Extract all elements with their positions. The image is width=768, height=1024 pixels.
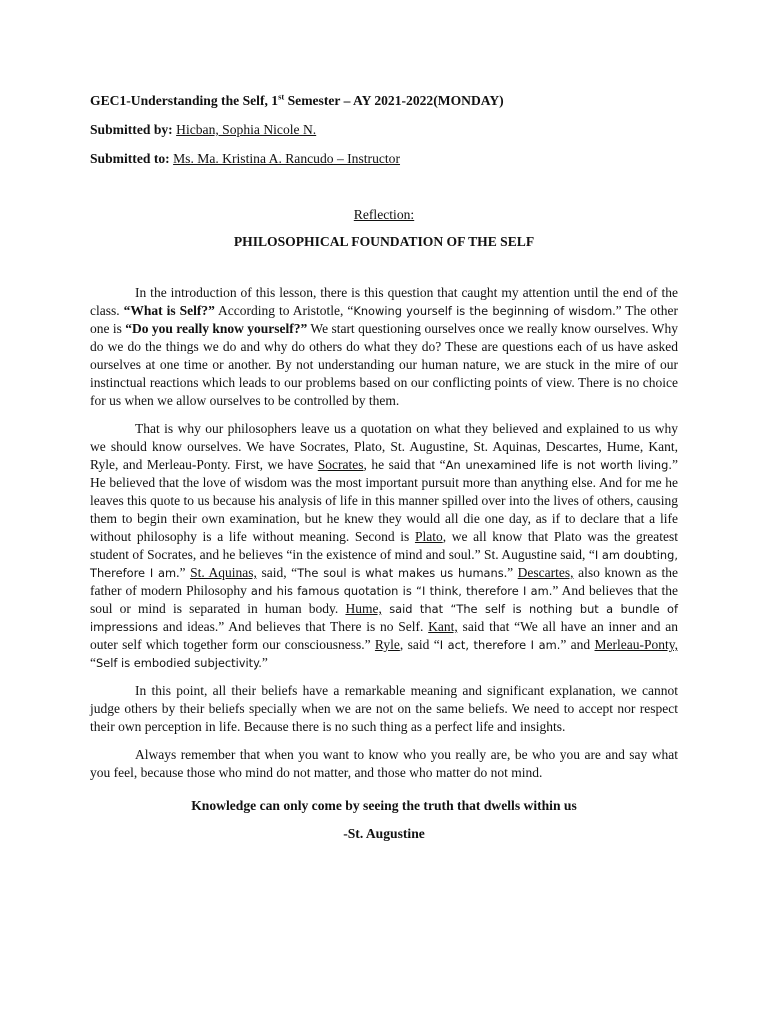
philosopher-descartes: Descartes, [517,565,574,580]
p2-text: “ [90,655,96,670]
question-know-yourself: “Do you really know yourself?” [125,321,308,336]
reflection-body [90,284,678,792]
reflection-label-text: Reflection: [353,207,415,222]
descartes-quote: and his famous quotation is “I think, therefore I am. [250,584,553,598]
p1-text: .” The other one is [90,303,678,336]
submitted-by-line [90,121,690,139]
philosopher-kant: Kant, [428,619,458,634]
philosopher-socrates: Socrates [317,457,364,472]
philosopher-aquinas: St. Aquinas, [190,565,257,580]
p2-text: ” [261,655,268,670]
paragraph-3: In this point, all their beliefs have a remarkable meaning and significant explanation, we cannot judge others by their beliefs specially when we are not on the same beliefs. We need to accept nor respect their own perception in life. Because there is no such thing as a perfect life and insights. [90,683,678,734]
philosopher-hume: Hume, [345,601,382,616]
course-semester: Semester – AY 2021-2022(MONDAY) [284,93,504,108]
p1-text: We start questioning ourselves once we really know ourselves. Why do we do the things we do and why do others do what they do? These are questions each of us have asked ourselves at one time or another. By not understanding our human nature, we are stuck in the mire of our instinctual reactions which leads to our problems based on our conflicting points of view. There is no choice for us when we allow ourselves to be controlled by them. [90,321,679,408]
p2-text: ” And believes that the soul or mind is separated in human body. [90,583,679,616]
reflection-label [90,206,678,224]
course-line [90,92,690,110]
paragraph-4: Always remember that when you want to know who you really are, be who you are and say what you feel, because those who mind do not matter, and those who matter do not mind. [90,747,678,780]
course-title: GEC1-Understanding the Self, 1 [90,93,279,108]
p2-text: .” [176,565,191,580]
p2-text: .” [503,565,518,580]
submitted-to-label: Submitted to: [90,151,170,166]
p2-text: ” He believed that the love of wisdom was the most important pursuit more than anything else. And for me he leaves this quote to us because his analysis of life in this manner spilled over into the lives of others, causing them to begin their own examination, but he knew they would all die one day, as if to declare that a life without philosophy is a life without meaning. Second is [90,457,678,544]
submitted-to-line [90,150,690,168]
augustine-quote: I am doubting, Therefore I am [90,548,678,580]
ryle-quote: I act, therefore I am. [439,638,561,652]
paragraph-2 [90,420,678,672]
p2-text: also known as the father of modern Philosophy [90,565,679,598]
p2-text: , said “ [399,637,440,652]
merleau-ponty-quote: Self is embodied subjectivity. [96,656,262,670]
submitted-by-label: Submitted by: [90,122,173,137]
kant-quote: said that “We all have an inner and an outer self which together form our consciousness.” [90,619,678,652]
p1-text: According to Aristotle, “ [214,303,354,318]
p2-text: , he said that “ [363,457,446,472]
hume-quote: said that “The self is nothing but a bundle of impressions [90,602,679,634]
p2-text: said, “ [256,565,298,580]
submitted-by-value: Hicban, Sophia Nicole N. [176,122,317,137]
paragraph-1 [90,284,678,410]
p2-text: , we all know that Plato was the greatest student of Socrates, and he believes “in the existence of mind and soul.” St. Augustine said, “ [90,529,678,562]
philosopher-plato: Plato [414,529,443,544]
document-title: PHILOSOPHICAL FOUNDATION OF THE SELF [233,234,535,249]
course-ordinal-suffix: st [278,91,285,102]
closing-quote: Knowledge can only come by seeing the truth that dwells within us [191,798,577,813]
p2-text: That is why our philosophers leave us a quotation on what they believed and explained to us why we should know ourselves. We have Socrates, Plato, St. Augustine, St. Aquinas, Descartes, Hume, Kant, Ryle, and Merleau-Ponty. First, we have [90,421,678,472]
philosopher-ryle: Ryle [374,637,400,652]
p2-text: and ideas.” And believes that There is no Self. [158,619,429,634]
closing-author: -St. Augustine [343,826,425,841]
p1-text: In the introduction of this lesson, there is this question that caught my attention until the end of the class. [90,285,678,318]
aristotle-quote: Knowing yourself is the beginning of wisdom [353,304,613,318]
socrates-quote: An unexamined life is not worth living. [445,458,672,472]
philosopher-merleau-ponty: Merleau-Ponty, [594,637,678,652]
p2-text: ” and [560,637,595,652]
submitted-to-value: Ms. Ma. Kristina A. Rancudo – Instructor [173,151,401,166]
aquinas-quote: The soul is what makes us humans [297,566,504,580]
question-what-is-self: “What is Self?” [123,303,215,318]
